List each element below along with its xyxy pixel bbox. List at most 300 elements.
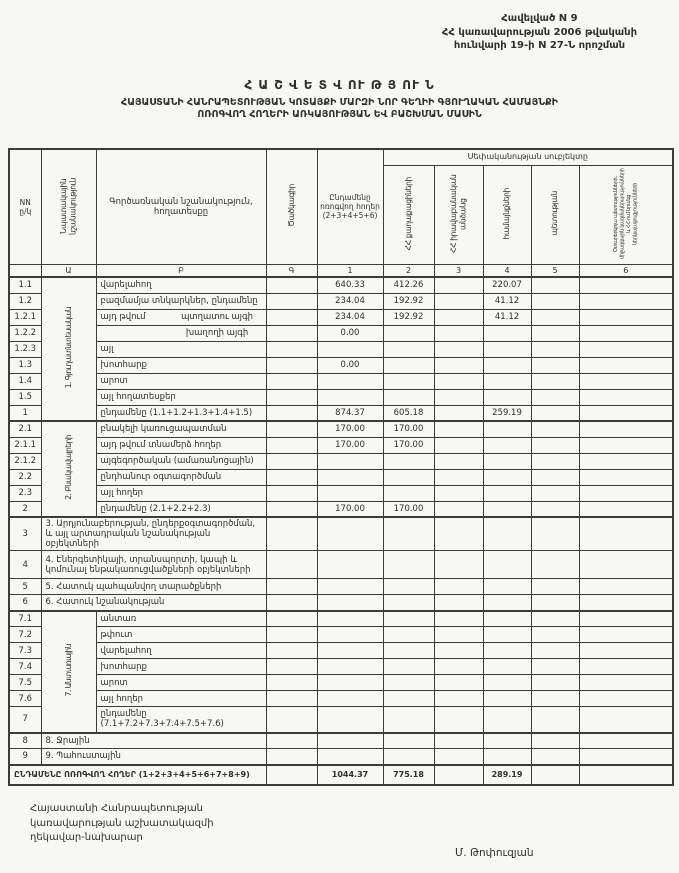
- cell-value: [434, 595, 483, 611]
- cell-value: [579, 389, 673, 405]
- cell-value: [531, 749, 579, 765]
- cell-value: [579, 733, 673, 749]
- table-row: [9, 357, 673, 373]
- purpose-group-label: 1. Գյուղատնտեսական: [63, 306, 73, 389]
- cell-value: [483, 421, 531, 437]
- cell-row-number: 2.1: [9, 421, 41, 437]
- cell-row-number: 3: [9, 517, 41, 551]
- table-row: [9, 325, 673, 341]
- cell-code: [266, 579, 317, 595]
- column-letter-row: [9, 264, 673, 277]
- cell-value: 41.12: [483, 293, 531, 309]
- cell-value: [531, 469, 579, 485]
- cell-value: [434, 707, 483, 733]
- table-row: [9, 595, 673, 611]
- cell-value: [579, 595, 673, 611]
- cell-value: [531, 733, 579, 749]
- cell-value: [579, 469, 673, 485]
- cell-value: 259.19: [483, 405, 531, 421]
- cell-value: 234.04: [317, 309, 383, 325]
- cell-value: [531, 437, 579, 453]
- header-row-top: [9, 149, 673, 165]
- table-row: [9, 405, 673, 421]
- cell-value: [579, 421, 673, 437]
- table-row: [9, 733, 673, 749]
- cell-code: [266, 485, 317, 501]
- cell-value: 412.26: [383, 277, 434, 293]
- cell-value: [317, 733, 383, 749]
- report-subtitle-line-2: ՈՌՈԳՎՈՂ ՀՈՂԵՐԻ ԱՌԿԱՅՈՒԹՅԱՆ ԵՎ ԲԱՇԽՄԱՆ ՄԱՍԻՆ: [197, 109, 482, 121]
- cell-row-number: 1.5: [9, 389, 41, 405]
- col-header-code: [266, 149, 317, 264]
- cell-value: [383, 389, 434, 405]
- table-header: [9, 149, 673, 277]
- appendix-line-3: հունվարի 19-ի N 27-Ն որոշման: [453, 40, 625, 51]
- cell-value: [434, 389, 483, 405]
- cell-value: [579, 659, 673, 675]
- cell-value: [531, 357, 579, 373]
- cell-value: [531, 675, 579, 691]
- cell-value: [579, 293, 673, 309]
- cell-value: [483, 707, 531, 733]
- cell-value: [383, 659, 434, 675]
- cell-value: [383, 749, 434, 765]
- cell-row-number: 7.4: [9, 659, 41, 675]
- cell-value: 170.00: [317, 501, 383, 517]
- cell-value: [531, 595, 579, 611]
- cell-value: [317, 485, 383, 501]
- cell-code: [266, 691, 317, 707]
- cell-value: [579, 277, 673, 293]
- cell-value: [434, 659, 483, 675]
- cell-value: [317, 611, 383, 627]
- cell-code: [266, 611, 317, 627]
- cell-value: [579, 765, 673, 785]
- cell-value: [317, 659, 383, 675]
- col-header-code-text: Ծածկագիր: [286, 184, 296, 228]
- cell-value: 170.00: [383, 421, 434, 437]
- appendix-line-2: ՀՀ կառավարության 2006 թվականի: [441, 26, 637, 38]
- cell-value: [483, 341, 531, 357]
- cell-value: 234.04: [317, 293, 383, 309]
- col-header-citizens-text: ՀՀ քաղաքացիների: [403, 176, 413, 251]
- cell-row-number: 1.2.1: [9, 309, 41, 325]
- cell-land-type: անտառ: [96, 611, 266, 627]
- col-header-functional: Գործառնական նշանակություն, հողատեսքը: [96, 149, 266, 264]
- col-header-nn-sub: ը/կ: [19, 206, 32, 216]
- column-letter: 1: [317, 264, 383, 277]
- table-row: [9, 453, 673, 469]
- col-header-communities-text: համայնքների: [502, 187, 512, 240]
- cell-land-type: 9. Պահուստային: [41, 749, 266, 765]
- table-row: [9, 691, 673, 707]
- cell-row-number: 8: [9, 733, 41, 749]
- cell-value: [531, 643, 579, 659]
- cell-value: [434, 691, 483, 707]
- cell-land-type: այգեգործական (ամառանոցային): [96, 453, 266, 469]
- cell-land-type: արոտ: [96, 675, 266, 691]
- cell-value: 220.07: [483, 277, 531, 293]
- cell-value: [531, 611, 579, 627]
- cell-value: [383, 453, 434, 469]
- signatory-title-line-2: կառավարության աշխատակազմի: [30, 817, 214, 829]
- cell-value: [383, 691, 434, 707]
- cell-row-number: 2: [9, 501, 41, 517]
- cell-value: [383, 611, 434, 627]
- cell-value: [317, 579, 383, 595]
- table-row: [9, 437, 673, 453]
- cell-value: [483, 675, 531, 691]
- cell-value: [579, 627, 673, 643]
- cell-row-number: 1.2: [9, 293, 41, 309]
- table-row: [9, 373, 673, 389]
- cell-code: [266, 421, 317, 437]
- cell-value: [531, 579, 579, 595]
- report-subtitle: [0, 97, 679, 122]
- cell-value: [579, 579, 673, 595]
- cell-value: [579, 517, 673, 551]
- cell-purpose-group: [41, 277, 96, 421]
- cell-value: [483, 517, 531, 551]
- cell-value: [579, 437, 673, 453]
- cell-value: [483, 485, 531, 501]
- cell-value: [531, 293, 579, 309]
- cell-value: [483, 389, 531, 405]
- column-letter: Բ: [96, 264, 266, 277]
- table-row: [9, 389, 673, 405]
- cell-value: [434, 309, 483, 325]
- cell-value: [579, 749, 673, 765]
- cell-land-type: խոտհարք: [96, 357, 266, 373]
- report-subtitle-line-1: ՀԱՅԱՍՏԱՆԻ ՀԱՆՐԱՊԵՏՈՒԹՅԱՆ ԿՈՏԱՅՔԻ ՄԱՐԶԻ ՆՈՐ ԳԵՂԻԻ ԳՅՈՒՂԱԿԱՆ ՀԱՄԱՅՆՔԻ: [121, 97, 558, 108]
- cell-value: [483, 357, 531, 373]
- cell-value: [434, 453, 483, 469]
- cell-value: [434, 421, 483, 437]
- cell-land-type: ընդհանուր օգտագործման: [96, 469, 266, 485]
- cell-code: [266, 627, 317, 643]
- cell-value: [317, 389, 383, 405]
- cell-code: [266, 341, 317, 357]
- col-header-state: [531, 165, 579, 264]
- cell-value: [434, 643, 483, 659]
- cell-value: [531, 485, 579, 501]
- cell-code: [266, 707, 317, 733]
- cell-row-number: 1: [9, 405, 41, 421]
- cell-land-type: 6. Հատուկ նշանակության: [41, 595, 266, 611]
- cell-value: [579, 405, 673, 421]
- cell-value: [383, 627, 434, 643]
- cell-value: [434, 405, 483, 421]
- cell-value: [317, 453, 383, 469]
- cell-value: [383, 469, 434, 485]
- cell-land-type: արոտ: [96, 373, 266, 389]
- cell-value: [434, 765, 483, 785]
- cell-land-type: այլ: [96, 341, 266, 357]
- cell-code: [266, 437, 317, 453]
- cell-row-number: 2.1.1: [9, 437, 41, 453]
- cell-row-number: 1.4: [9, 373, 41, 389]
- cell-value: [383, 579, 434, 595]
- cell-value: [383, 733, 434, 749]
- cell-value: [483, 627, 531, 643]
- table-row: [9, 485, 673, 501]
- cell-value: [317, 707, 383, 733]
- table-row: [9, 659, 673, 675]
- land-type-sublabel-left: այդ թվում: [100, 311, 146, 322]
- cell-value: [531, 691, 579, 707]
- cell-value: [579, 373, 673, 389]
- cell-land-type: վարելահող: [96, 643, 266, 659]
- cell-value: 41.12: [483, 309, 531, 325]
- cell-value: [483, 691, 531, 707]
- cell-value: [383, 373, 434, 389]
- cell-value: [434, 733, 483, 749]
- cell-code: [266, 405, 317, 421]
- table-row: [9, 643, 673, 659]
- cell-code: [266, 675, 317, 691]
- cell-value: [579, 691, 673, 707]
- cell-value: [383, 675, 434, 691]
- cell-value: [383, 517, 434, 551]
- cell-value: [579, 501, 673, 517]
- cell-land-type: վարելահող: [96, 277, 266, 293]
- cell-land-type: ընդամենը (1.1+1.2+1.3+1.4+1.5): [96, 405, 266, 421]
- cell-land-type: ընդամենը (2.1+2.2+2.3): [96, 501, 266, 517]
- cell-value: [317, 469, 383, 485]
- cell-value: [483, 453, 531, 469]
- cell-code: [266, 373, 317, 389]
- cell-value: 170.00: [317, 421, 383, 437]
- cell-value: [434, 469, 483, 485]
- cell-code: [266, 389, 317, 405]
- cell-value: [317, 373, 383, 389]
- cell-value: [383, 485, 434, 501]
- cell-code: [266, 293, 317, 309]
- cell-value: [434, 501, 483, 517]
- table-row: [9, 707, 673, 733]
- cell-code: [266, 325, 317, 341]
- cell-value: 170.00: [383, 501, 434, 517]
- cell-code: [266, 659, 317, 675]
- cell-value: [317, 341, 383, 357]
- cell-value: [434, 611, 483, 627]
- cell-value: [579, 453, 673, 469]
- cell-value: [434, 517, 483, 551]
- column-letter: Ա: [41, 264, 96, 277]
- cell-value: [383, 341, 434, 357]
- column-letter: [9, 264, 41, 277]
- cell-value: [317, 691, 383, 707]
- cell-value: [434, 485, 483, 501]
- cell-value: [383, 357, 434, 373]
- cell-value: [579, 309, 673, 325]
- table-row: [9, 579, 673, 595]
- cell-value: [531, 517, 579, 551]
- col-header-legal-entities-text: ՀՀ իրավաբանական անձանց: [449, 174, 468, 253]
- signatory-title-line-3: ղեկավար-նախարար: [30, 832, 143, 843]
- cell-row-number: 7.6: [9, 691, 41, 707]
- cell-land-type: բազմամյա տնկարկներ, ընդամենը: [96, 293, 266, 309]
- cell-value: [317, 627, 383, 643]
- cell-value: 192.92: [383, 293, 434, 309]
- table-row: [9, 421, 673, 437]
- cell-value: [383, 325, 434, 341]
- cell-land-type: այլ հողեր: [96, 485, 266, 501]
- cell-land-type: խոտհարք: [96, 659, 266, 675]
- col-header-legal-entities: [434, 165, 483, 264]
- cell-value: [531, 765, 579, 785]
- cell-value: [434, 437, 483, 453]
- col-header-purpose: [41, 149, 96, 264]
- table-row: [9, 469, 673, 485]
- cell-value: [434, 277, 483, 293]
- appendix-line-1: Հավելված N 9: [501, 13, 578, 24]
- cell-code: [266, 733, 317, 749]
- cell-value: 0.00: [317, 357, 383, 373]
- cell-purpose-group: [41, 611, 96, 733]
- column-letter: 3: [434, 264, 483, 277]
- cell-row-number: 7.1: [9, 611, 41, 627]
- column-letter: 6: [579, 264, 673, 277]
- cell-value: [483, 469, 531, 485]
- cell-value: [483, 325, 531, 341]
- cell-row-number: 5: [9, 579, 41, 595]
- cell-value: [434, 341, 483, 357]
- cell-land-type: ընդամենը (7.1+7.2+7.3+7.4+7.5+7.6): [96, 707, 266, 733]
- signatory-title-line-1: Հայաստանի Հանրապետության: [30, 803, 204, 814]
- cell-land-type: 4. Էներգետիկայի, տրանսպորտի, կապի և կոմունալ ենթակառուցվածքների օբյեկտների: [41, 551, 266, 579]
- cell-code: [266, 469, 317, 485]
- cell-row-number: 1.1: [9, 277, 41, 293]
- cell-value: [483, 643, 531, 659]
- cell-value: [434, 373, 483, 389]
- cell-value: [579, 341, 673, 357]
- cell-land-type: 5. Հատուկ պահպանվող տարածքների: [41, 579, 266, 595]
- table-row: [9, 551, 673, 579]
- cell-value: [483, 749, 531, 765]
- cell-row-number: 1.3: [9, 357, 41, 373]
- table-row: [9, 611, 673, 627]
- cell-value: [434, 675, 483, 691]
- cell-value: [579, 707, 673, 733]
- cell-row-number: 7.5: [9, 675, 41, 691]
- cell-value: [531, 421, 579, 437]
- cell-land-type: թփուտ: [96, 627, 266, 643]
- cell-value: 192.92: [383, 309, 434, 325]
- cell-land-type: [96, 325, 266, 341]
- cell-value: [531, 659, 579, 675]
- col-header-state-text: պետության: [550, 191, 560, 236]
- cell-land-type: այլ հողեր: [96, 691, 266, 707]
- cell-value: [317, 643, 383, 659]
- cell-value: [579, 675, 673, 691]
- cell-code: [266, 551, 317, 579]
- table-row: [9, 675, 673, 691]
- land-report-table: [8, 148, 674, 786]
- land-type-sublabel-right: խաղողի այգի: [185, 327, 249, 338]
- table-row: [9, 517, 673, 551]
- table-row: [9, 501, 673, 517]
- cell-row-number: 2.1.2: [9, 453, 41, 469]
- cell-value: [434, 325, 483, 341]
- cell-value: 170.00: [383, 437, 434, 453]
- cell-value: [531, 405, 579, 421]
- signatory-name: Մ. Թոփուզյան: [455, 847, 534, 859]
- table-row: [9, 309, 673, 325]
- cell-value: [483, 373, 531, 389]
- cell-value: [383, 707, 434, 733]
- cell-code: [266, 501, 317, 517]
- cell-row-number: 1.2.3: [9, 341, 41, 357]
- col-header-foreign-text: Օտարերկրյա պետությունների, միջազգային կազմակերպությունների և ՀՀ-ում նրանց ներկայացուցչությունների: [612, 168, 639, 259]
- table-body: [9, 277, 673, 785]
- cell-land-type: [96, 309, 266, 325]
- cell-value: [434, 357, 483, 373]
- cell-value: [531, 501, 579, 517]
- land-type-sublabel-right: պտղատու այգի: [181, 311, 253, 322]
- col-header-nn: NN: [19, 197, 31, 207]
- cell-row-number: 7.3: [9, 643, 41, 659]
- cell-land-type: այլ հողատեսքեր: [96, 389, 266, 405]
- cell-value: [531, 373, 579, 389]
- col-header-purpose-text: Նպատակային նշանակություն: [59, 177, 78, 235]
- cell-row-number: 6: [9, 595, 41, 611]
- cell-value: [383, 551, 434, 579]
- cell-code: [266, 309, 317, 325]
- col-header-citizens: [383, 165, 434, 264]
- cell-value: 874.37: [317, 405, 383, 421]
- cell-value: [317, 551, 383, 579]
- cell-value: [434, 579, 483, 595]
- col-header-communities: [483, 165, 531, 264]
- cell-value: 640.33: [317, 277, 383, 293]
- cell-value: [317, 675, 383, 691]
- cell-code: [266, 749, 317, 765]
- cell-row-number: 2.2: [9, 469, 41, 485]
- cell-value: 605.18: [383, 405, 434, 421]
- cell-value: [383, 595, 434, 611]
- cell-value: [434, 627, 483, 643]
- col-header-foreign: [579, 165, 673, 264]
- cell-value: [483, 733, 531, 749]
- column-letter: Գ: [266, 264, 317, 277]
- cell-value: [579, 643, 673, 659]
- cell-value: [579, 485, 673, 501]
- cell-value: 170.00: [317, 437, 383, 453]
- column-letter: 2: [383, 264, 434, 277]
- table-row: [9, 277, 673, 293]
- cell-value: [483, 595, 531, 611]
- appendix-reference: [442, 12, 637, 53]
- purpose-group-label: 2. Բնակավայրերի: [63, 435, 73, 500]
- cell-value: [483, 579, 531, 595]
- cell-code: [266, 595, 317, 611]
- cell-value: [483, 551, 531, 579]
- cell-value: [531, 453, 579, 469]
- cell-value: [483, 611, 531, 627]
- cell-code: [266, 643, 317, 659]
- cell-value: [383, 643, 434, 659]
- cell-row-number: 2.3: [9, 485, 41, 501]
- cell-code: [266, 277, 317, 293]
- cell-row-number: 7.2: [9, 627, 41, 643]
- cell-value: [483, 659, 531, 675]
- cell-value: [531, 325, 579, 341]
- cell-value: [483, 437, 531, 453]
- cell-value: [531, 341, 579, 357]
- cell-value: [531, 389, 579, 405]
- cell-purpose-group: [41, 421, 96, 517]
